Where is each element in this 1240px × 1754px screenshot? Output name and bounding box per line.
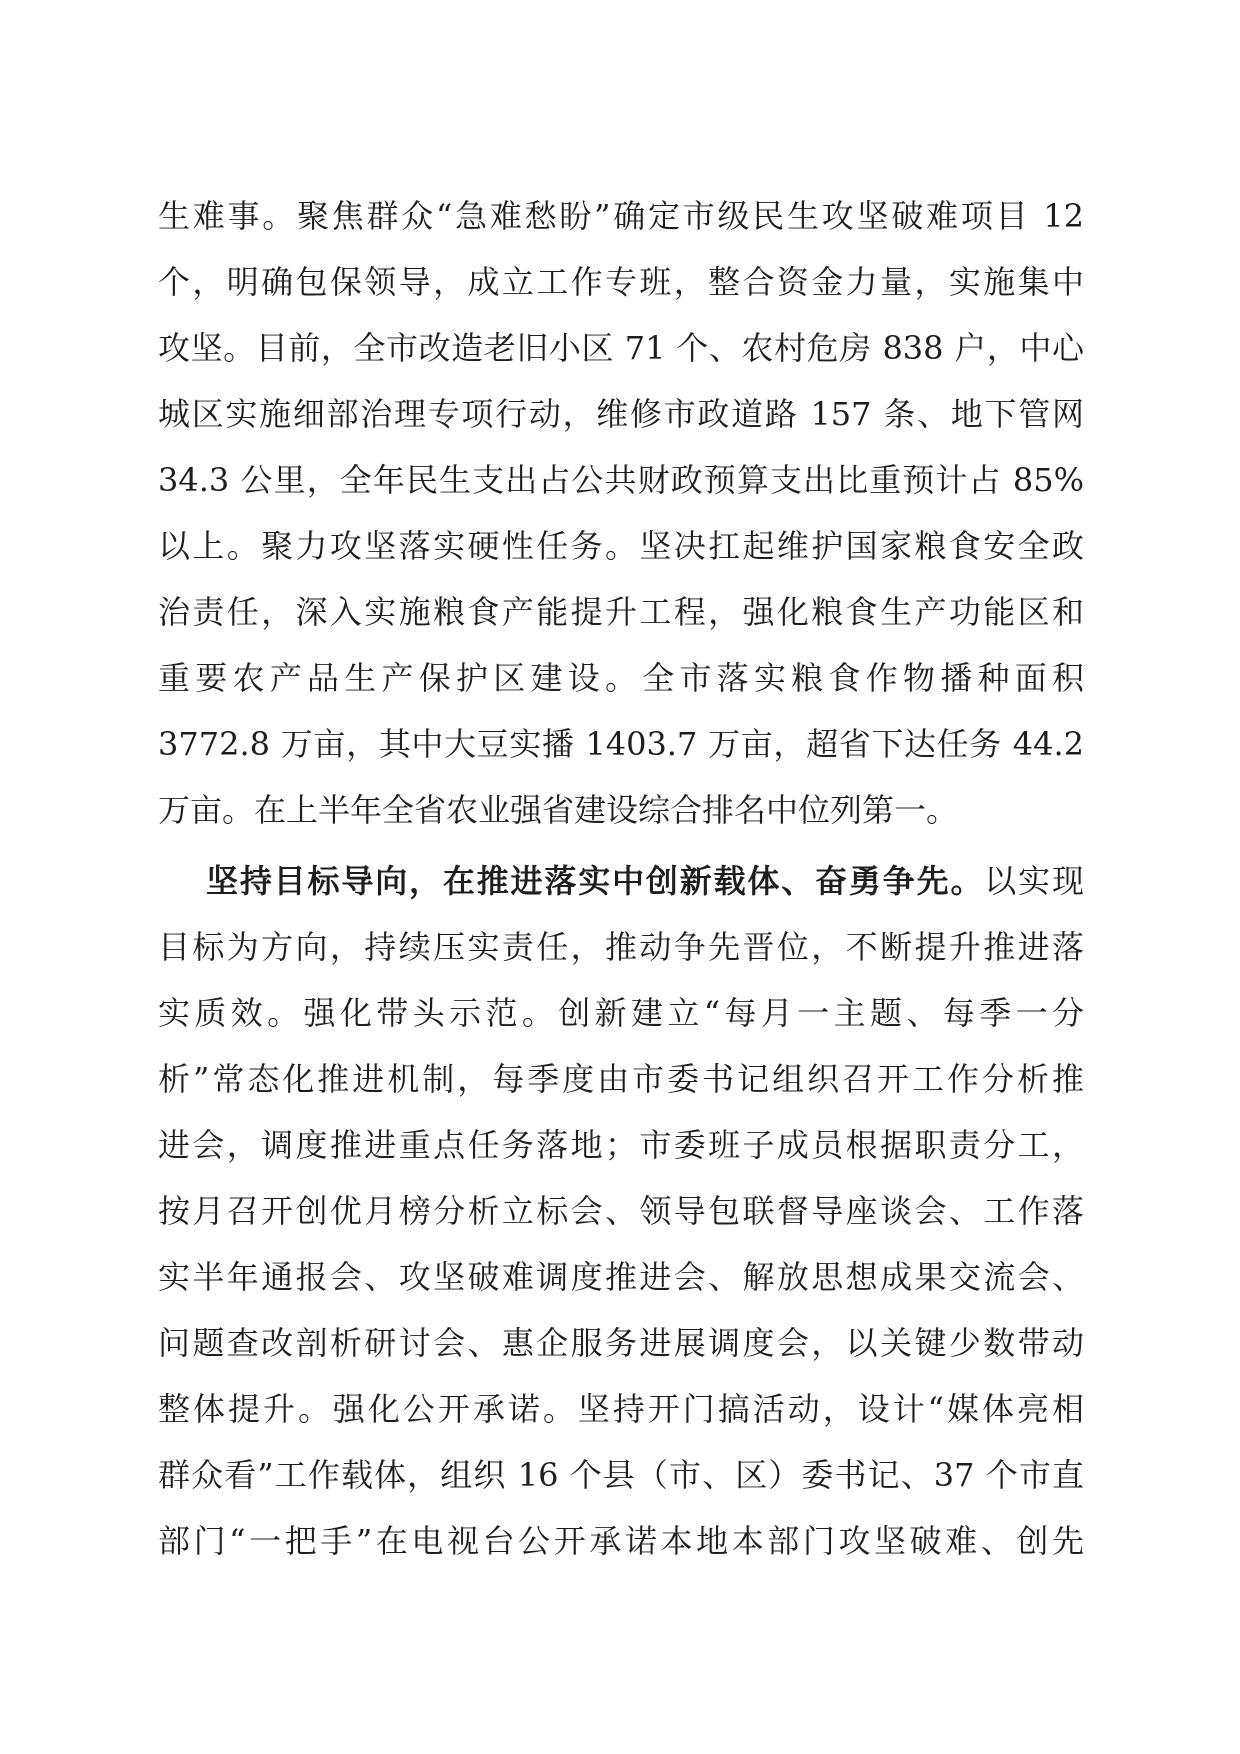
paragraph-heading: 坚持目标导向，在推进落实中创新载体、奋勇争先。 bbox=[206, 862, 985, 900]
paragraph-line: 问题查改剖析研讨会、惠企服务进展调度会，以关键少数带动 bbox=[158, 1324, 1084, 1362]
paragraph-line: 整体提升。强化公开承诺。坚持开门搞活动，设计“媒体亮相 bbox=[158, 1390, 1084, 1428]
paragraph-line: 部门“一把手”在电视台公开承诺本地本部门攻坚破难、创先 bbox=[158, 1522, 1084, 1560]
paragraph-line: 析”常态化推进机制，每季度由市委书记组织召开工作分析推 bbox=[158, 1060, 1084, 1098]
paragraph-line: 个，明确包保领导，成立工作专班，整合资金力量，实施集中 bbox=[158, 263, 1084, 301]
paragraph-line: 按月召开创优月榜分析立标会、领导包联督导座谈会、工作落 bbox=[158, 1192, 1084, 1230]
paragraph-first-line bbox=[158, 848, 1084, 914]
paragraph-line: 万亩。在上半年全省农业强省建设综合排名中位列第一。 bbox=[158, 791, 959, 829]
paragraph-line: 城区实施细部治理专项行动，维修市政道路 157 条、地下管网 bbox=[158, 395, 1084, 433]
paragraph-line: 实半年通报会、攻坚破难调度推进会、解放思想成果交流会、 bbox=[158, 1258, 1084, 1296]
paragraph-line: 以上。聚力攻坚落实硬性任务。坚决扛起维护国家粮食安全政 bbox=[158, 527, 1084, 565]
paragraph-2 bbox=[158, 848, 1084, 1574]
paragraph-line: 实质效。强化带头示范。创新建立“每月一主题、每季一分 bbox=[158, 994, 1084, 1032]
paragraph-line: 重要农产品生产保护区建设。全市落实粮食作物播种面积 bbox=[158, 659, 1084, 697]
paragraph-line: 目标为方向，持续压实责任，推动争先晋位，不断提升推进落 bbox=[158, 928, 1084, 966]
paragraph-line: 攻坚。目前，全市改造老旧小区 71 个、农村危房 838 户，中心 bbox=[158, 329, 1084, 367]
paragraph-line: 34.3 公里，全年民生支出占公共财政预算支出比重预计占 85% bbox=[158, 461, 1084, 499]
paragraph-line: 进会，调度推进重点任务落地；市委班子成员根据职责分工， bbox=[158, 1126, 1084, 1164]
paragraph-line: 3772.8 万亩，其中大豆实播 1403.7 万亩，超省下达任务 44.2 bbox=[158, 725, 1084, 763]
paragraph-line: 治责任，深入实施粮食产能提升工程，强化粮食生产功能区和 bbox=[158, 593, 1084, 631]
paragraph-line: 生难事。聚焦群众“急难愁盼”确定市级民生攻坚破难项目 12 bbox=[158, 197, 1084, 235]
paragraph-line: 群众看”工作载体，组织 16 个县（市、区）委书记、37 个市直 bbox=[158, 1456, 1084, 1494]
paragraph-1 bbox=[158, 183, 1084, 843]
paragraph-line-rest: 以实现 bbox=[984, 862, 1084, 900]
